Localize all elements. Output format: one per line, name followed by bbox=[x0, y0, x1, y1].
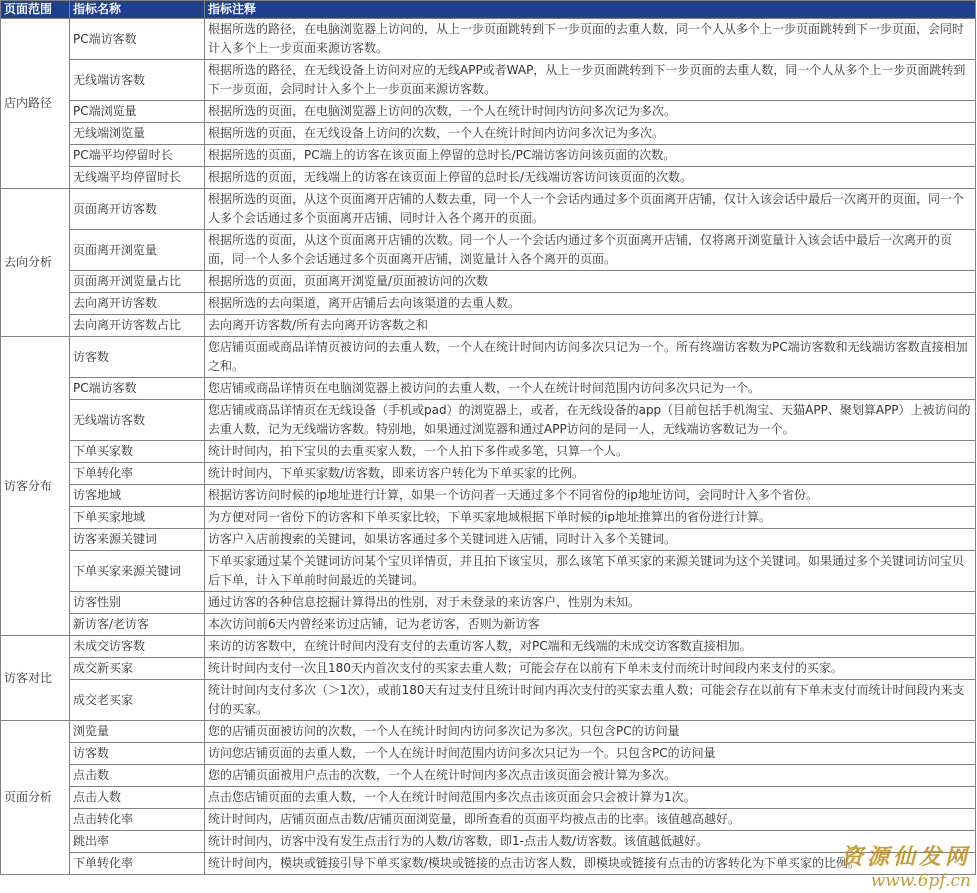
table-row bbox=[1, 614, 976, 636]
metric-note-cell: 您的店铺页面被访问的次数，一个人在统计时间内访问多次记为多次。只包含PC的访问量 bbox=[205, 721, 976, 743]
metric-note-cell: 根据所选的路径，在无线设备上访问对应的无线APP或者WAP，从上一步页面跳转到下一步页面的去重人数，同一个人从多个上一步页面跳转到下一步页面，会同时计入多个上一步页面来源访客数。 bbox=[205, 60, 976, 101]
metric-name-cell: 点击转化率 bbox=[70, 809, 205, 831]
table-row bbox=[1, 60, 976, 101]
metric-note-cell: 根据所选的页面，从这个页面离开店铺的次数。同一个人一个会话内通过多个页面离开店铺，仅将离开浏览量计入该会话中最后一次离开的页面，同一个人多个会话通过多个页面离开店铺，浏览量计入各个离开的页面。 bbox=[205, 230, 976, 271]
metric-note-cell: 访客户入店前搜索的关键词，如果访客通过多个关键词进入店铺，同时计入多个关键词。 bbox=[205, 529, 976, 551]
metric-note-cell: 访问您店铺页面的去重人数，一个人在统计时间范围内访问多次只记为一个。只包含PC的访问量 bbox=[205, 743, 976, 765]
metric-note-cell: 根据所选的页面，页面离开浏览量/页面被访问的次数 bbox=[205, 271, 976, 293]
table-row bbox=[1, 101, 976, 123]
metric-note-cell: 点击您店铺页面的去重人数，一个人在统计时间范围内多次点击该页面会只会被计算为1次。 bbox=[205, 787, 976, 809]
metric-name-cell: 下单买家地域 bbox=[70, 507, 205, 529]
metric-note-cell: 根据所选的路径，在电脑浏览器上访问的，从上一步页面跳转到下一步页面的去重人数，同一个人从多个上一步页面跳转到下一步页面，会同时计入多个上一步页面来源访客数。 bbox=[205, 19, 976, 60]
header-range: 页面范围 bbox=[1, 1, 70, 19]
table-row bbox=[1, 551, 976, 592]
metric-name-cell: 浏览量 bbox=[70, 721, 205, 743]
metric-name-cell: 无线端浏览量 bbox=[70, 123, 205, 145]
range-cell: 页面分析 bbox=[1, 721, 70, 875]
table-row bbox=[1, 636, 976, 658]
metric-note-cell: 统计时间内支付多次（＞1次），或前180天有过支付且统计时间内再次支付的买家去重人数；可能会存在以前有下单未支付而统计时间段内来支付的买家。 bbox=[205, 680, 976, 721]
metric-note-cell: 您的店铺页面被用户点击的次数，一个人在统计时间内多次点击该页面会被计算为多次。 bbox=[205, 765, 976, 787]
metric-name-cell: 下单转化率 bbox=[70, 463, 205, 485]
watermark-url: www.6pf.cn bbox=[870, 871, 971, 891]
table-row bbox=[1, 765, 976, 787]
table-row bbox=[1, 378, 976, 400]
metric-note-cell: 为方便对同一省份下的访客和下单买家比较，下单买家地域根据下单时候的ip地址推算出的省份进行计算。 bbox=[205, 507, 976, 529]
metric-name-cell: PC端访客数 bbox=[70, 378, 205, 400]
metric-name-cell: 跳出率 bbox=[70, 831, 205, 853]
metric-name-cell: 访客数 bbox=[70, 743, 205, 765]
table-row bbox=[1, 315, 976, 337]
metric-note-cell: 统计时间内，店铺页面点击数/店铺页面浏览量，即所查看的页面平均被点击的比率。该值越高越好。 bbox=[205, 809, 976, 831]
table-row bbox=[1, 441, 976, 463]
metric-name-cell: 新访客/老访客 bbox=[70, 614, 205, 636]
metric-note-cell: 统计时间内，访客中没有发生点击行为的人数/访客数，即1-点击人数/访客数。该值越低越好。 bbox=[205, 831, 976, 853]
watermark-title: 资源仙发网 bbox=[840, 844, 971, 870]
table-row bbox=[1, 680, 976, 721]
table-row bbox=[1, 400, 976, 441]
table-row bbox=[1, 809, 976, 831]
table-row bbox=[1, 831, 976, 853]
metric-name-cell: 下单买家来源关键词 bbox=[70, 551, 205, 592]
table-row bbox=[1, 853, 976, 875]
metric-name-cell: 页面离开浏览量 bbox=[70, 230, 205, 271]
table-row bbox=[1, 787, 976, 809]
metric-name-cell: 去向离开访客数 bbox=[70, 293, 205, 315]
header-name: 指标名称 bbox=[70, 1, 205, 19]
metric-name-cell: 访客数 bbox=[70, 337, 205, 378]
table-row bbox=[1, 19, 976, 60]
metric-name-cell: 访客地域 bbox=[70, 485, 205, 507]
table-row bbox=[1, 293, 976, 315]
metric-note-cell: 统计时间内支付一次且180天内首次支付的买家去重人数；可能会存在以前有下单未支付而统计时间段内来支付的买家。 bbox=[205, 658, 976, 680]
metric-note-cell: 根据所选的去向渠道，离开店铺后去向该渠道的去重人数。 bbox=[205, 293, 976, 315]
metric-name-cell: PC端平均停留时长 bbox=[70, 145, 205, 167]
metric-name-cell: 成交新买家 bbox=[70, 658, 205, 680]
metric-note-cell: 统计时间内，模块或链接引导下单买家数/模块或链接的点击访客人数，即模块或链接有点击的访客转化为下单买家的比例。 bbox=[205, 853, 976, 875]
metric-name-cell: 未成交访客数 bbox=[70, 636, 205, 658]
metric-name-cell: 访客性别 bbox=[70, 592, 205, 614]
table-row bbox=[1, 507, 976, 529]
metric-name-cell: 下单转化率 bbox=[70, 853, 205, 875]
metric-name-cell: 无线端访客数 bbox=[70, 60, 205, 101]
range-cell: 访客分布 bbox=[1, 337, 70, 636]
table-row bbox=[1, 123, 976, 145]
metric-note-cell: 通过访客的各种信息挖掘计算得出的性别，对于未登录的来访客户，性别为未知。 bbox=[205, 592, 976, 614]
table-row bbox=[1, 230, 976, 271]
table-row bbox=[1, 271, 976, 293]
table-row bbox=[1, 337, 976, 378]
metric-note-cell: 统计时间内，拍下宝贝的去重买家人数，一个人拍下多件或多笔，只算一个人。 bbox=[205, 441, 976, 463]
metric-note-cell: 根据所选的页面，在电脑浏览器上访问的次数，一个人在统计时间内访问多次记为多次。 bbox=[205, 101, 976, 123]
metric-note-cell: 您店铺或商品详情页在电脑浏览器上被访问的去重人数，一个人在统计时间范围内访问多次只记为一个。 bbox=[205, 378, 976, 400]
metric-note-cell: 本次访问前6天内曾经来访过店铺，记为老访客，否则为新访客 bbox=[205, 614, 976, 636]
metric-name-cell: PC端浏览量 bbox=[70, 101, 205, 123]
metric-name-cell: 去向离开访客数占比 bbox=[70, 315, 205, 337]
metric-name-cell: 下单买家数 bbox=[70, 441, 205, 463]
metric-note-cell: 根据所选的页面，无线端上的访客在该页面上停留的总时长/无线端访客访问该页面的次数。 bbox=[205, 167, 976, 189]
table-row bbox=[1, 529, 976, 551]
metric-name-cell: 无线端平均停留时长 bbox=[70, 167, 205, 189]
metric-note-cell: 去向离开访客数/所有去向离开访客数之和 bbox=[205, 315, 976, 337]
metric-note-cell: 来访的访客数中，在统计时间内没有支付的去重访客人数，对PC端和无线端的未成交访客数直接相加。 bbox=[205, 636, 976, 658]
metric-name-cell: 页面离开访客数 bbox=[70, 189, 205, 230]
table-row bbox=[1, 743, 976, 765]
metric-note-cell: 根据所选的页面，PC端上的访客在该页面上停留的总时长/PC端访客访问该页面的次数。 bbox=[205, 145, 976, 167]
metric-name-cell: 无线端访客数 bbox=[70, 400, 205, 441]
metric-note-cell: 统计时间内，下单买家数/访客数，即来访客户转化为下单买家的比例。 bbox=[205, 463, 976, 485]
table-row bbox=[1, 485, 976, 507]
header-note: 指标注释 bbox=[205, 1, 976, 19]
metric-name-cell: 点击人数 bbox=[70, 787, 205, 809]
range-cell: 店内路径 bbox=[1, 19, 70, 189]
table-row bbox=[1, 189, 976, 230]
table-row bbox=[1, 592, 976, 614]
table-row bbox=[1, 145, 976, 167]
metric-name-cell: 点击数 bbox=[70, 765, 205, 787]
table-row bbox=[1, 167, 976, 189]
metric-note-cell: 根据访客访问时候的ip地址进行计算，如果一个访问者一天通过多个不同省份的ip地址访问，会同时计入多个省份。 bbox=[205, 485, 976, 507]
metric-name-cell: 访客来源关键词 bbox=[70, 529, 205, 551]
range-cell: 去向分析 bbox=[1, 189, 70, 337]
metric-name-cell: 页面离开浏览量占比 bbox=[70, 271, 205, 293]
table-header-row bbox=[1, 1, 976, 19]
metric-note-cell: 根据所选的页面，从这个页面离开店铺的人数去重，同一个人一个会话内通过多个页面离开店铺，仅计入该会话中最后一次离开的页面，同一个人多个会话通过多个页面离开店铺，同时计入各个离开的页面。 bbox=[205, 189, 976, 230]
table-row bbox=[1, 721, 976, 743]
metric-note-cell: 根据所选的页面，在无线设备上访问的次数，一个人在统计时间内访问多次记为多次。 bbox=[205, 123, 976, 145]
table-row bbox=[1, 658, 976, 680]
range-cell: 访客对比 bbox=[1, 636, 70, 721]
metric-note-cell: 下单买家通过某个关键词访问某个宝贝详情页，并且拍下该宝贝，那么该笔下单买家的来源关键词为这个关键词。如果通过多个关键词访问宝贝后下单，计入下单前时间最近的关键词。 bbox=[205, 551, 976, 592]
metric-note-cell: 您店铺页面或商品详情页被访问的去重人数，一个人在统计时间内访问多次只记为一个。所有终端访客数为PC端访客数和无线端访客数直接相加之和。 bbox=[205, 337, 976, 378]
metric-name-cell: 成交老买家 bbox=[70, 680, 205, 721]
table-row bbox=[1, 463, 976, 485]
metric-note-cell: 您店铺或商品详情页在无线设备（手机或pad）的浏览器上，或者，在无线设备的app（目前包括手机淘宝、天猫APP、聚划算APP）上被访问的去重人数，记为无线端访客数。特别地，如果通过浏览器和通过APP访问的是同一人，无线端访客数记为一个。 bbox=[205, 400, 976, 441]
metric-name-cell: PC端访客数 bbox=[70, 19, 205, 60]
table-body bbox=[1, 19, 976, 875]
